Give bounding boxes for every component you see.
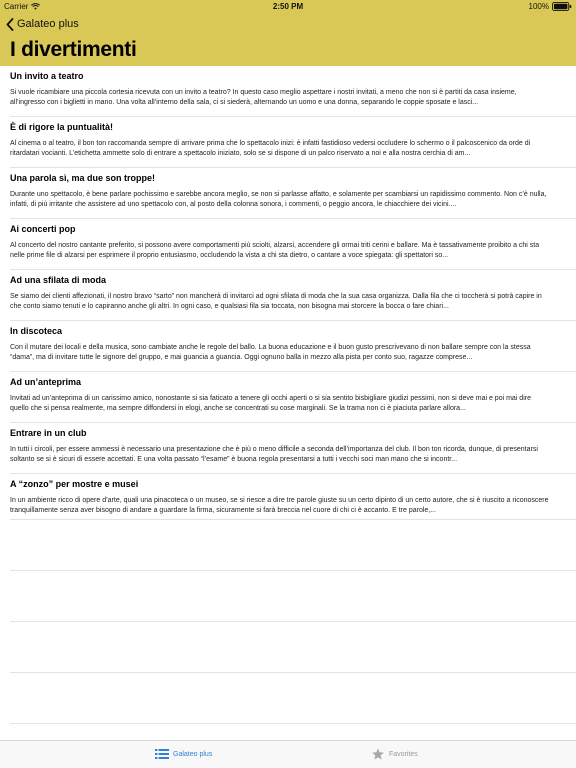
- item-excerpt: Al cinema o al teatro, il bon ton raccomanda sempre di arrivare prima che lo spettacolo inizi: è infatti fastidioso vedersi occludere lo schermo o il palcoscenico da orde di ritardatari vocianti. L’etichetta ammette solo di entrare a spettacolo iniziato, solo se si dispone di un palco riservato a noi e alla nostra cerchia di am...: [10, 140, 531, 157]
- empty-row-divider: [10, 621, 576, 622]
- item-title: Ai concerti pop: [10, 224, 76, 234]
- item-excerpt: Invitati ad un’anteprima di un carissimo amico, nonostante si sia faticato a tenere gli occhi aperti o si sia sentito bisbigliare giudizi pessimi, non si deve mai e poi mai dire quello che si pensa realmente, ma sempre diffondersi in elogi, anche se concentrati su cose marginali. Se la trama non ci è piaciuta parlare allora...: [10, 395, 531, 412]
- item-excerpt: Al concerto del nostro cantante preferito, si possono avere comportamenti più sciolti, alzarsi, accendere gli ormai triti cerini e ballare. Ma è tassativamente proibito a chi sta nelle prime file di alzarsi per esprimere il proprio entusiasmo, occludendo la vista a chi sta dietro, o cantare a voce spiegata: gli spettatori so...: [10, 242, 540, 259]
- star-icon: [371, 748, 385, 760]
- tab-favorites[interactable]: [371, 748, 418, 760]
- list-item[interactable]: [0, 474, 576, 524]
- item-excerpt: Se siamo dei clienti affezionati, il nostro bravo “sarto” non mancherà di invitarci ad ogni sfilata di moda che la sua casa organizza. Dalla fila che ci toccherà si potrà capire in che conto siamo tenuti e lo capiranno anche gli altri. In ogni caso, e qualsiasi fila sia toccata, non bisogna mai storcere la bocca o fare chiari...: [10, 293, 542, 310]
- item-excerpt: In un ambiente ricco di opere d’arte, quali una pinacoteca o un museo, se si riesce a dire tre parole giuste su un certo dipinto di un certo autore, che si è riuscito a riconoscere tranquillamente senza aver bisogno di andare a guardare la firma, sicuramente si farà breccia nel cuore di chi ci è accanto. E tre parole,...: [10, 497, 549, 514]
- navigation-header: [0, 0, 576, 66]
- item-title: Ad un’anteprima: [10, 377, 82, 387]
- empty-row-divider: [10, 672, 576, 673]
- status-bar: [0, 0, 576, 14]
- battery-percent: 100%: [528, 2, 549, 11]
- list-item[interactable]: [0, 168, 576, 218]
- item-title: Una parola sì, ma due son troppe!: [10, 173, 156, 183]
- list-item[interactable]: [0, 117, 576, 167]
- item-title: Entrare in un club: [10, 428, 87, 438]
- tab-label: Favorites: [389, 750, 418, 758]
- chevron-left-icon: [6, 18, 14, 31]
- tab-label: Galateo plus: [173, 750, 213, 758]
- divider: [10, 519, 576, 520]
- list-item[interactable]: [0, 270, 576, 320]
- tab-galateo-plus[interactable]: [155, 748, 212, 760]
- tab-bar: [0, 740, 576, 768]
- item-excerpt: Si vuole ricambiare una piccola cortesia ricevuta con un invito a teatro? In questo caso meglio aspettare i nostri invitati, a meno che non si è partiti da casa insieme, all’ingresso con i biglietti in mano. Una volta all’interno della sala, ci si siederà, alternando un uomo e una donna, separando le coppie sposate e lasci...: [10, 89, 517, 106]
- back-button[interactable]: [6, 16, 79, 32]
- item-title: Ad una sfilata di moda: [10, 275, 107, 285]
- list-item[interactable]: [0, 423, 576, 473]
- list-item[interactable]: [0, 372, 576, 422]
- list-item[interactable]: [0, 66, 576, 116]
- battery-icon: [552, 2, 572, 11]
- item-title: È di rigore la puntualità!: [10, 122, 114, 132]
- list-item[interactable]: [0, 219, 576, 269]
- topics-list[interactable]: [0, 66, 576, 740]
- empty-row-divider: [10, 570, 576, 571]
- item-excerpt: In tutti i circoli, per essere ammessi è necessario una presentazione che è più o meno difficile a seconda dell’importanza del club. Il bon ton ricorda, dunque, di presentarsi soltanto se si è sicuri di essere accettati. E una volta passato “l’esame” è buona regola presentarsi a tutti i vecchi soci man mano che si incontr...: [10, 446, 538, 463]
- item-excerpt: Con il mutare dei locali e della musica, sono cambiate anche le regole del ballo. La buona educazione e il buon gusto prescrivevano di non ballare sempre con la stessa “dama”, ma di invitare tutte le signore del gruppo, e mai guancia a guancia. Oggi ognuno balla in mezzo alla pista per conto suo, ragazze comprese...: [10, 344, 531, 361]
- empty-row-divider: [10, 723, 576, 724]
- item-title: In discoteca: [10, 326, 63, 336]
- page-title: I divertimenti: [10, 38, 137, 61]
- back-button-label: Galateo plus: [17, 18, 79, 30]
- item-title: A “zonzo” per mostre e musei: [10, 479, 139, 489]
- carrier-label: Carrier: [4, 2, 29, 11]
- item-title: Un invito a teatro: [10, 71, 84, 81]
- list-item[interactable]: [0, 321, 576, 371]
- status-time: 2:50 PM: [272, 2, 304, 11]
- item-excerpt: Durante uno spettacolo, è bene parlare pochissimo e sarebbe ancora meglio, se non si parlasse affatto, e solamente per scambiarsi un rapidissimo commento. Non c’è nulla, infatti, di più irritante che assistere ad uno spettacolo con, al posto della colonna sonora, i commenti, o peggio ancora, le chiacchiere dei vicini....: [10, 191, 547, 208]
- list-icon: [155, 748, 169, 760]
